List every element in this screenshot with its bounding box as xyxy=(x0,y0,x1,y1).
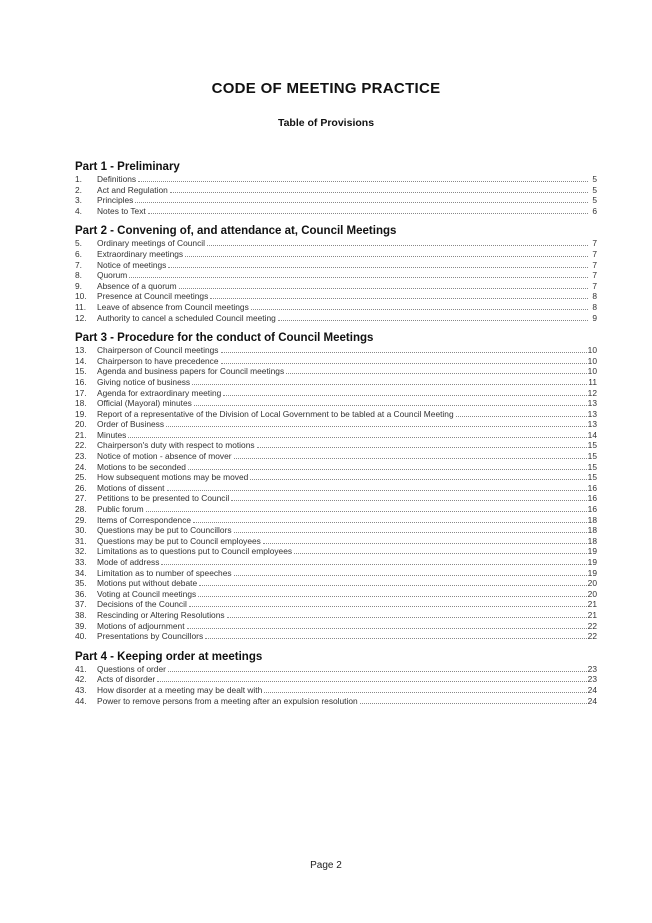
entry-number: 30. xyxy=(75,525,87,536)
entry-page-number: 19 xyxy=(587,557,597,567)
toc-entry[interactable] xyxy=(75,430,597,441)
toc-entry[interactable] xyxy=(75,419,597,430)
toc-entry[interactable] xyxy=(75,206,597,217)
entry-label: Decisions of the Council xyxy=(97,599,187,610)
entry-number: 36. xyxy=(75,588,87,599)
dot-leader xyxy=(286,366,587,374)
entry-label: Notes to Text xyxy=(97,205,146,216)
dot-leader xyxy=(146,504,587,512)
dot-leader xyxy=(234,451,587,459)
entry-label: Questions may be put to Councillors xyxy=(97,525,232,536)
entry-page-number: 11 xyxy=(588,376,597,387)
toc-entry[interactable] xyxy=(75,345,597,356)
entry-page-number: 24 xyxy=(587,695,597,706)
dot-leader xyxy=(264,685,586,693)
entry-label: Motions of dissent xyxy=(97,482,165,493)
entry-page-number: 5 xyxy=(592,184,597,195)
toc-entry[interactable] xyxy=(75,462,597,473)
dot-leader xyxy=(198,589,587,597)
dot-leader xyxy=(456,409,587,417)
entry-number: 17. xyxy=(75,387,87,398)
entry-label: Chairperson to have precedence xyxy=(97,355,219,366)
entry-label: Chairperson of Council meetings xyxy=(97,345,219,356)
entry-page-number: 23 xyxy=(587,663,597,674)
entry-number: 34. xyxy=(75,567,87,578)
dot-leader xyxy=(194,398,587,406)
section-heading: Part 3 - Procedure for the conduct of Council Meetings xyxy=(75,332,374,345)
entry-number: 31. xyxy=(75,535,87,546)
dot-leader xyxy=(221,356,587,364)
toc-entry[interactable] xyxy=(75,270,597,281)
entry-page-number: 19 xyxy=(587,546,597,557)
entry-page-number: 7 xyxy=(592,238,597,249)
entry-number: 14. xyxy=(75,355,87,366)
entry-number: 40. xyxy=(75,631,87,642)
toc-section xyxy=(75,224,597,323)
dot-leader xyxy=(185,249,588,257)
toc-entry[interactable] xyxy=(75,291,597,302)
document-subtitle: Table of Provisions xyxy=(277,117,375,129)
entry-label: Questions may be put to Council employees xyxy=(97,535,261,546)
entry-number: 3. xyxy=(75,195,82,206)
entry-page-number: 24 xyxy=(587,684,597,695)
entry-label: Items of Correspondence xyxy=(97,514,192,525)
dot-leader xyxy=(263,536,587,544)
table-of-contents xyxy=(75,160,597,714)
toc-entry[interactable] xyxy=(75,696,597,707)
toc-entry[interactable] xyxy=(75,568,597,579)
entry-page-number: 21 xyxy=(587,609,597,620)
dot-leader xyxy=(251,302,588,310)
entry-number: 21. xyxy=(75,429,87,440)
dot-leader xyxy=(257,440,587,448)
entry-number: 25. xyxy=(75,472,87,483)
dot-leader xyxy=(199,578,587,586)
dot-leader xyxy=(227,610,587,618)
entry-label: Mode of address xyxy=(97,557,160,567)
entry-label: Presence at Council meetings xyxy=(97,291,209,302)
toc-entry[interactable] xyxy=(75,504,597,515)
entry-page-number: 5 xyxy=(592,195,597,206)
dot-leader xyxy=(192,377,587,385)
dot-leader xyxy=(148,206,588,214)
entry-page-number: 22 xyxy=(587,620,597,631)
entry-label: How disorder at a meeting may be dealt with xyxy=(97,684,263,695)
entry-number: 24. xyxy=(75,461,87,472)
toc-entry[interactable] xyxy=(75,525,597,536)
toc-entry[interactable] xyxy=(75,674,597,685)
dot-leader xyxy=(193,515,587,523)
entry-number: 18. xyxy=(75,398,87,409)
entry-page-number: 21 xyxy=(587,599,597,610)
entry-page-number: 7 xyxy=(592,248,597,259)
toc-entry[interactable] xyxy=(75,685,597,696)
entry-page-number: 5 xyxy=(592,174,597,184)
entry-page-number: 13 xyxy=(587,419,597,430)
toc-entry[interactable] xyxy=(75,185,597,196)
document-title: CODE OF MEETING PRACTICE xyxy=(211,80,441,97)
toc-entry[interactable] xyxy=(75,398,597,409)
entry-page-number: 19 xyxy=(587,567,597,578)
entry-label: Chairperson's duty with respect to motions xyxy=(97,440,255,451)
entry-number: 13. xyxy=(75,345,87,356)
toc-entry[interactable] xyxy=(75,195,597,206)
toc-entry[interactable] xyxy=(75,451,597,462)
dot-leader xyxy=(157,674,586,682)
toc-entry[interactable] xyxy=(75,377,597,388)
entry-page-number: 15 xyxy=(587,451,597,462)
toc-entry[interactable] xyxy=(75,493,597,504)
entry-page-number: 23 xyxy=(587,674,597,685)
dot-leader xyxy=(188,462,587,470)
entry-page-number: 7 xyxy=(592,280,597,291)
entry-page-number: 12 xyxy=(587,387,597,398)
entry-page-number: 20 xyxy=(587,588,597,599)
entry-label: Report of a representative of the Division of Local Government to be tabled at a Council Meeting xyxy=(97,408,454,419)
entry-number: 23. xyxy=(75,451,87,462)
toc-entry[interactable] xyxy=(75,174,597,185)
entry-label: Public forum xyxy=(97,504,144,515)
entry-number: 43. xyxy=(75,684,87,695)
toc-entry[interactable] xyxy=(75,664,597,675)
entry-page-number: 8 xyxy=(592,301,597,312)
entry-label: Minutes xyxy=(97,429,127,440)
entry-number: 39. xyxy=(75,620,87,631)
entry-page-number: 22 xyxy=(587,631,597,642)
entry-number: 29. xyxy=(75,514,87,525)
entry-label: Extraordinary meetings xyxy=(97,248,184,259)
entry-page-number: 16 xyxy=(587,504,597,515)
entry-page-number: 15 xyxy=(587,440,597,451)
dot-leader xyxy=(138,174,588,182)
entry-label: Acts of disorder xyxy=(97,674,156,685)
entry-label: Petitions to be presented to Council xyxy=(97,493,230,504)
entry-number: 26. xyxy=(75,482,87,493)
entry-label: Limitations as to questions put to Council employees xyxy=(97,546,293,557)
entry-label: Presentations by Councillors xyxy=(97,631,204,642)
entry-label: Definitions xyxy=(97,174,137,184)
entry-label: Official (Mayoral) minutes xyxy=(97,398,192,409)
dot-leader xyxy=(207,238,588,246)
section-heading: Part 4 - Keeping order at meetings xyxy=(75,650,263,663)
dot-leader xyxy=(170,185,588,193)
entry-number: 44. xyxy=(75,695,87,706)
toc-entry[interactable] xyxy=(75,302,597,313)
entry-page-number: 7 xyxy=(592,259,597,270)
entry-number: 9. xyxy=(75,280,82,291)
dot-leader xyxy=(161,557,586,565)
entry-page-number: 14 xyxy=(587,429,597,440)
dot-leader xyxy=(189,599,587,607)
entry-number: 1. xyxy=(75,174,82,184)
entry-number: 15. xyxy=(75,366,87,377)
toc-entry[interactable] xyxy=(75,546,597,557)
dot-leader xyxy=(234,525,587,533)
entry-label: Ordinary meetings of Council xyxy=(97,238,205,249)
entry-label: Absence of a quorum xyxy=(97,280,177,291)
dot-leader xyxy=(234,568,587,576)
entry-number: 37. xyxy=(75,599,87,610)
section-heading: Part 2 - Convening of, and attendance at, Council Meetings xyxy=(75,225,397,238)
toc-entry[interactable] xyxy=(75,578,597,589)
entry-label: How subsequent motions may be moved xyxy=(97,472,249,483)
page-number-footer: Page 2 xyxy=(310,860,342,871)
entry-number: 33. xyxy=(75,557,87,567)
toc-entry[interactable] xyxy=(75,483,597,494)
entry-label: Act and Regulation xyxy=(97,184,168,195)
entry-label: Questions of order xyxy=(97,663,166,674)
entry-number: 7. xyxy=(75,259,82,270)
dot-leader xyxy=(179,281,588,289)
dot-leader xyxy=(205,631,587,639)
toc-entry[interactable] xyxy=(75,366,597,377)
entry-number: 19. xyxy=(75,408,87,419)
entry-label: Quorum xyxy=(97,270,128,281)
entry-label: Notice of meetings xyxy=(97,259,167,270)
toc-section xyxy=(75,650,597,706)
entry-page-number: 8 xyxy=(592,291,597,302)
entry-number: 11. xyxy=(75,301,87,312)
toc-entry[interactable] xyxy=(75,599,597,610)
dot-leader xyxy=(168,260,588,268)
entry-number: 4. xyxy=(75,205,82,216)
dot-leader xyxy=(168,664,587,672)
entry-page-number: 9 xyxy=(592,312,597,323)
entry-label: Leave of absence from Council meetings xyxy=(97,301,249,312)
dot-leader xyxy=(221,345,587,353)
dot-leader xyxy=(223,388,586,396)
entry-page-number: 7 xyxy=(592,270,597,281)
toc-entry[interactable] xyxy=(75,249,597,260)
dot-leader xyxy=(128,430,586,438)
dot-leader xyxy=(166,419,587,427)
toc-entry[interactable] xyxy=(75,536,597,547)
entry-label: Rescinding or Altering Resolutions xyxy=(97,609,225,620)
entry-label: Motions to be seconded xyxy=(97,461,186,472)
toc-entry[interactable] xyxy=(75,313,597,324)
toc-entry[interactable] xyxy=(75,621,597,632)
entry-page-number: 13 xyxy=(587,398,597,409)
entry-number: 27. xyxy=(75,493,87,504)
entry-label: Voting at Council meetings xyxy=(97,588,197,599)
entry-page-number: 18 xyxy=(587,514,597,525)
entry-number: 20. xyxy=(75,419,87,430)
entry-label: Authority to cancel a scheduled Council meeting xyxy=(97,312,276,323)
entry-label: Motions of adjournment xyxy=(97,620,185,631)
entry-label: Order of Business xyxy=(97,419,165,430)
entry-number: 2. xyxy=(75,184,82,195)
entry-page-number: 6 xyxy=(592,205,597,216)
entry-number: 32. xyxy=(75,546,87,557)
toc-entry[interactable] xyxy=(75,281,597,292)
toc-entry[interactable] xyxy=(75,238,597,249)
entry-label: Principles xyxy=(97,195,134,206)
entry-page-number: 13 xyxy=(587,408,597,419)
entry-number: 12. xyxy=(75,312,87,323)
dot-leader xyxy=(210,291,588,299)
entry-number: 41. xyxy=(75,663,87,674)
toc-entry[interactable] xyxy=(75,388,597,399)
entry-number: 35. xyxy=(75,578,87,589)
entry-number: 8. xyxy=(75,270,82,281)
dot-leader xyxy=(129,270,588,278)
toc-entry[interactable] xyxy=(75,515,597,526)
entry-label: Limitation as to number of speeches xyxy=(97,567,232,578)
dot-leader xyxy=(135,195,588,203)
toc-section xyxy=(75,160,597,216)
dot-leader xyxy=(294,546,587,554)
entry-page-number: 18 xyxy=(587,525,597,536)
toc-entry[interactable] xyxy=(75,610,597,621)
entry-number: 42. xyxy=(75,674,87,685)
entry-number: 16. xyxy=(75,376,87,387)
entry-page-number: 16 xyxy=(587,493,597,504)
toc-entry[interactable] xyxy=(75,356,597,367)
entry-number: 22. xyxy=(75,440,87,451)
entry-page-number: 10 xyxy=(587,345,597,356)
dot-leader xyxy=(167,483,587,491)
toc-entry[interactable] xyxy=(75,631,597,642)
entry-number: 28. xyxy=(75,504,87,515)
toc-entry[interactable] xyxy=(75,557,597,568)
entry-page-number: 10 xyxy=(587,366,597,377)
entry-label: Agenda for extraordinary meeting xyxy=(97,387,222,398)
toc-entry[interactable] xyxy=(75,440,597,451)
entry-number: 38. xyxy=(75,609,87,620)
entry-page-number: 18 xyxy=(587,535,597,546)
entry-label: Giving notice of business xyxy=(97,376,191,387)
toc-entry[interactable] xyxy=(75,409,597,420)
toc-entry[interactable] xyxy=(75,589,597,600)
entry-page-number: 16 xyxy=(587,482,597,493)
dot-leader xyxy=(278,313,588,321)
entry-number: 10. xyxy=(75,291,87,302)
toc-section xyxy=(75,331,597,642)
dot-leader xyxy=(250,472,586,480)
dot-leader xyxy=(360,696,587,704)
entry-label: Power to remove persons from a meeting after an expulsion resolution xyxy=(97,695,358,706)
entry-page-number: 15 xyxy=(587,461,597,472)
entry-page-number: 20 xyxy=(587,578,597,589)
dot-leader xyxy=(187,621,587,629)
entry-page-number: 10 xyxy=(587,355,597,366)
entry-label: Agenda and business papers for Council meetings xyxy=(97,366,285,377)
dot-leader xyxy=(231,493,586,501)
toc-entry[interactable] xyxy=(75,472,597,483)
entry-label: Notice of motion - absence of mover xyxy=(97,451,232,462)
entry-label: Motions put without debate xyxy=(97,578,198,589)
section-heading: Part 1 - Preliminary xyxy=(75,161,180,173)
entry-number: 6. xyxy=(75,248,82,259)
entry-number: 5. xyxy=(75,238,82,249)
toc-entry[interactable] xyxy=(75,260,597,271)
entry-page-number: 15 xyxy=(587,472,597,483)
